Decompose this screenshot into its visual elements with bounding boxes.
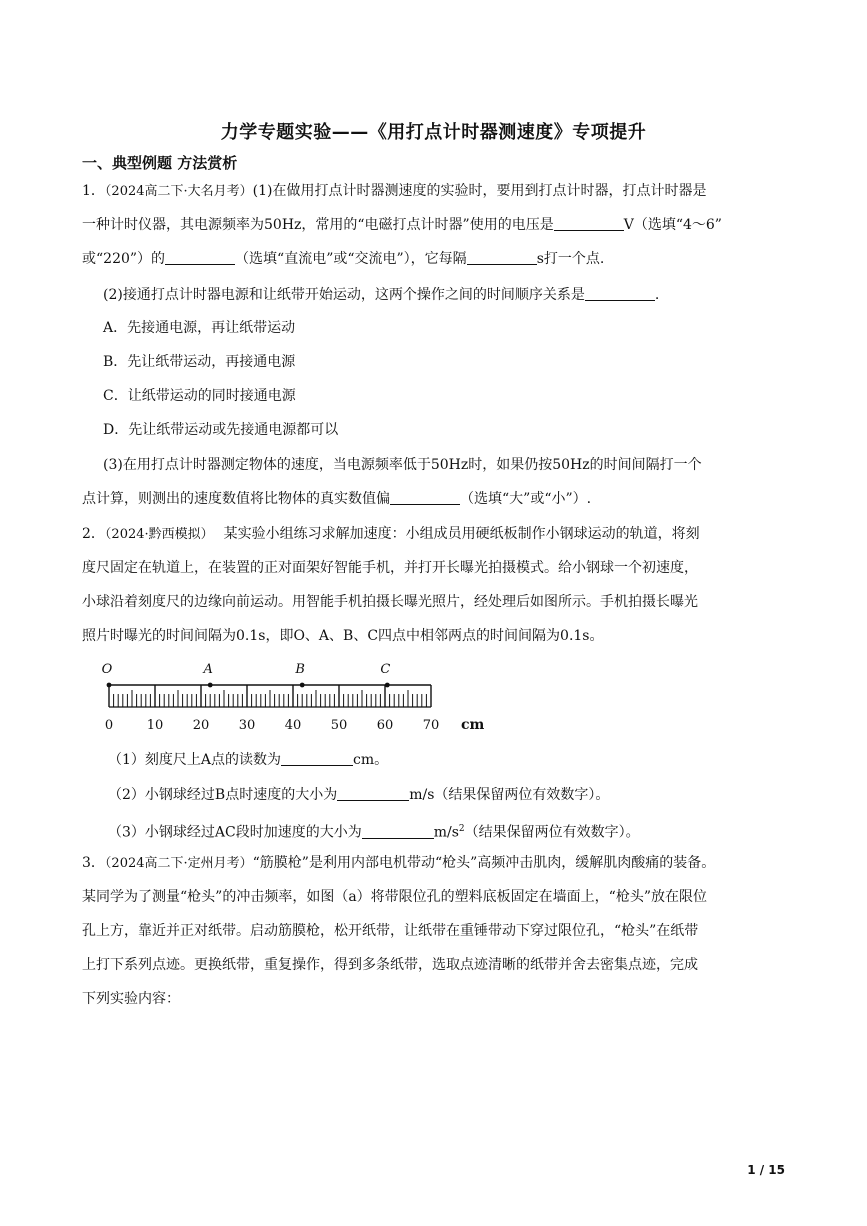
question-source: （2024高二下·定州月考） [104,856,253,871]
ruler-tick-label: 30 [238,718,256,733]
ruler-point-label: C [380,662,391,677]
answer-blank[interactable] [337,785,409,801]
question-number: 3． [82,855,105,871]
q1-line-2 [82,215,722,235]
q2-text: cm。 [353,752,389,768]
q1-line-1 [82,181,706,202]
q1-text: （选填“大”或“小”）. [460,491,592,507]
ruler-tick-label: 70 [422,718,440,733]
q2-line-4: 照片时曝光的时间间隔为0.1s，即O、A、B、C四点中相邻两点的时间间隔为0.1s。 [82,628,604,644]
q3-line-5: 下列实验内容： [82,991,180,1007]
answer-blank[interactable] [585,285,655,301]
question-source: （2024高二下·大名月考） [104,184,253,199]
q1-text: (2)接通打点计时器电源和让纸带开始运动，这两个操作之间的时间顺序关系是 [103,287,585,303]
q3-line-3: 孔上方，靠近并正对纸带。启动筋膜枪，松开纸带，让纸带在重锤带动下穿过限位孔，“枪头”在纸带 [82,923,699,939]
q3-line-2: 某同学为了测量“枪头”的冲击频率，如图（a）将带限位孔的塑料底板固定在墙面上，“枪头”放在限位 [82,889,707,905]
ruler-tick-label: 0 [104,718,114,733]
q2-line-1 [82,524,700,545]
option-b[interactable]: B．先让纸带运动，再接通电源 [103,354,296,370]
q2-text: （1）刻度尺上A点的读数为 [108,752,282,768]
q1-text: 点计算，则测出的速度数值将比物体的真实数值偏 [82,491,390,507]
q1-part2 [103,285,659,305]
answer-blank[interactable] [281,750,353,766]
q1-line-3 [82,249,604,269]
option-a[interactable]: A．先接通电源，再让纸带运动 [103,320,296,336]
q3-line-4: 上打下系列点迹。更换纸带，重复操作，得到多条纸带，选取点迹清晰的纸带并舍去密集点迹，完成 [82,957,698,973]
question-source: （2024·黔西模拟） [104,527,214,542]
q2-text: （结果保留两位有效数字）。 [464,824,640,841]
q2-sub1 [108,750,388,770]
q1-text: s打一个点. [536,251,605,267]
ruler-point-label: A [203,662,213,677]
ruler-unit: cm [461,717,485,733]
answer-blank[interactable] [467,249,537,265]
q1-text: . [654,287,660,303]
ruler-tick-label: 50 [330,718,348,733]
ruler-tick-label: 60 [376,718,394,733]
page-title: 力学专题实验——《用打点计时器测速度》专项提升 [220,122,647,143]
q1-text: (1)在做用打点计时器测速度的实验时，要用到打点计时器，打点计时器是 [252,183,707,199]
q2-text: m/s [433,824,459,841]
section-heading: 一、典型例题 方法赏析 [82,154,238,172]
q3-text: “筋膜枪”是利用内部电机带动“枪头”高频冲击肌肉，缓解肌肉酸痛的装备。 [252,855,716,871]
ruler-figure [96,655,516,735]
answer-blank[interactable] [362,823,434,839]
q1-part3-line1: (3)在用打点计时器测定物体的速度，当电源频率低于50Hz时，如果仍按50Hz的时间间隔打一个 [103,457,702,473]
q3-line-1 [82,853,715,874]
q1-text: 或“220”）的 [82,251,166,267]
question-number: 2． [82,526,105,542]
q2-line-3: 小球沿着刻度尺的边缘向前运动。用智能手机拍摄长曝光照片，经处理后如图所示。手机拍摄长曝光 [82,594,698,610]
q1-text: 一种计时仪器，其电源频率为50Hz，常用的“电磁打点计时器”使用的电压是 [82,217,554,233]
q1-text: V（选填“4～6” [623,217,722,233]
answer-blank[interactable] [390,489,460,505]
q1-part3-line2 [82,489,591,509]
ruler-tick-label: 20 [192,718,210,733]
q1-text: （选填“直流电”或“交流电”），它每隔 [235,251,467,267]
superscript: 2 [458,824,465,834]
q2-text: （2）小钢球经过B点时速度的大小为 [108,787,338,803]
q2-text: 某实验小组练习求解加速度：小组成员用硬纸板制作小钢球运动的轨道，将刻 [223,526,700,542]
ruler-tick-label: 40 [284,718,302,733]
option-c[interactable]: C．让纸带运动的同时接通电源 [103,388,296,404]
q2-sub3 [108,819,640,843]
ruler-point-label: B [295,662,305,677]
ruler-tick-label: 10 [146,718,164,733]
q2-line-2: 度尺固定在轨道上，在装置的正对面架好智能手机，并打开长曝光拍摄模式。给小钢球一个初速度， [82,560,698,576]
q2-text: m/s（结果保留两位有效数字）。 [409,787,610,803]
option-d[interactable]: D．先让纸带运动或先接通电源都可以 [103,422,339,438]
ruler-point-label: O [101,662,113,677]
q2-text: （3）小钢球经过AC段时加速度的大小为 [108,824,362,841]
answer-blank[interactable] [165,249,235,265]
q2-sub2 [108,785,609,805]
answer-blank[interactable] [554,215,624,231]
page-number: 1 / 15 [747,1163,785,1177]
question-number: 1． [82,183,105,199]
